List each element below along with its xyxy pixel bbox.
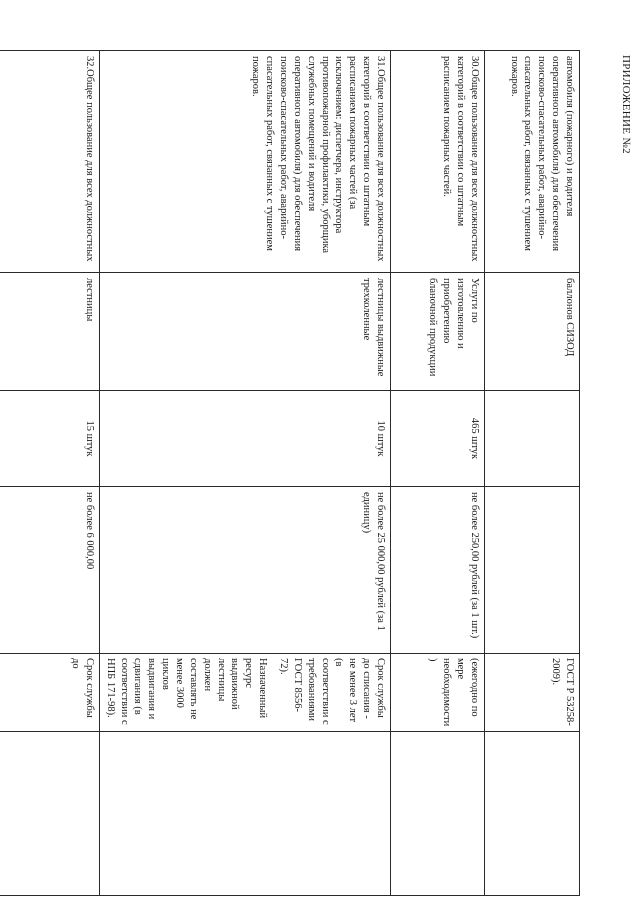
item-cell: Услуги по изготовлению и приобретению бланочной продукции [391, 273, 485, 391]
category-cell: 31.Общее пользование для всех должностных категорий в соответствии со штатным расписанием пожарных частей (за исключением: диспетчера, инструктора противопожарной профилактики, уборщика служебных помещений и водителя оперативного автомобиля) для обеспечения поисково-спасательных работ, аварийно-спасательных работ, связанных с тушением пожаров. [99, 51, 390, 273]
table-row [99, 51, 390, 896]
note-cell [485, 732, 580, 896]
standard-cell: Срок службы до [0, 654, 99, 732]
appendix-label: ПРИЛОЖЕНИЕ №2 [620, 55, 632, 154]
table-row [0, 51, 99, 896]
note-cell [391, 732, 485, 896]
price-cell [485, 487, 580, 654]
quantity-cell [485, 391, 580, 487]
price-cell: не более 6 000,00 [0, 487, 99, 654]
item-cell: лестницы [0, 273, 99, 391]
item-cell: баллонов СИЗОД [485, 273, 580, 391]
table-row [485, 51, 580, 896]
note-cell [99, 732, 390, 896]
quantity-cell: 10 штук [99, 391, 390, 487]
category-cell: автомобиля (пожарного) и водителя оперативного автомобиля) для обеспечения поисково-спасательных работ, аварийно-спасательных работ, связанных с тушением пожаров. [485, 51, 580, 273]
price-cell: не более 25 000,00 рублей (за 1 единицу) [99, 487, 390, 654]
standard-text: Срок службы до списания - не менее 3 лет (в соответствии с требованиями ГОСТ 8556-72). [277, 658, 386, 725]
standard-cell: ГОСТ Р 53258-2009). [485, 654, 580, 732]
quantity-cell: 15 штук [0, 391, 99, 487]
quantity-cell: 465 штук [391, 391, 485, 487]
item-cell: лестницы выдвижные трехколенные [99, 273, 390, 391]
note-cell [0, 732, 99, 896]
category-cell: 30.Общее пользование для всех должностных категорий в соответствии со штатным расписанием пожарных частей. [391, 51, 485, 273]
standard-cell [99, 654, 390, 732]
standard-text-extra: Назначенный ресурс выдвижной лестницы должен составлять не менее 3000 циклов выдвигания и сдвигания (в соответствии с НПБ 171-98). [104, 658, 269, 725]
price-cell: не более 250,00 рублей (за 1 шт.) [391, 487, 485, 654]
allowance-table [0, 50, 580, 896]
table-row [391, 51, 485, 896]
standard-cell: (ежегодно по мере необходимости) [391, 654, 485, 732]
category-cell: 32.Общее пользование для всех должностных [0, 51, 99, 273]
